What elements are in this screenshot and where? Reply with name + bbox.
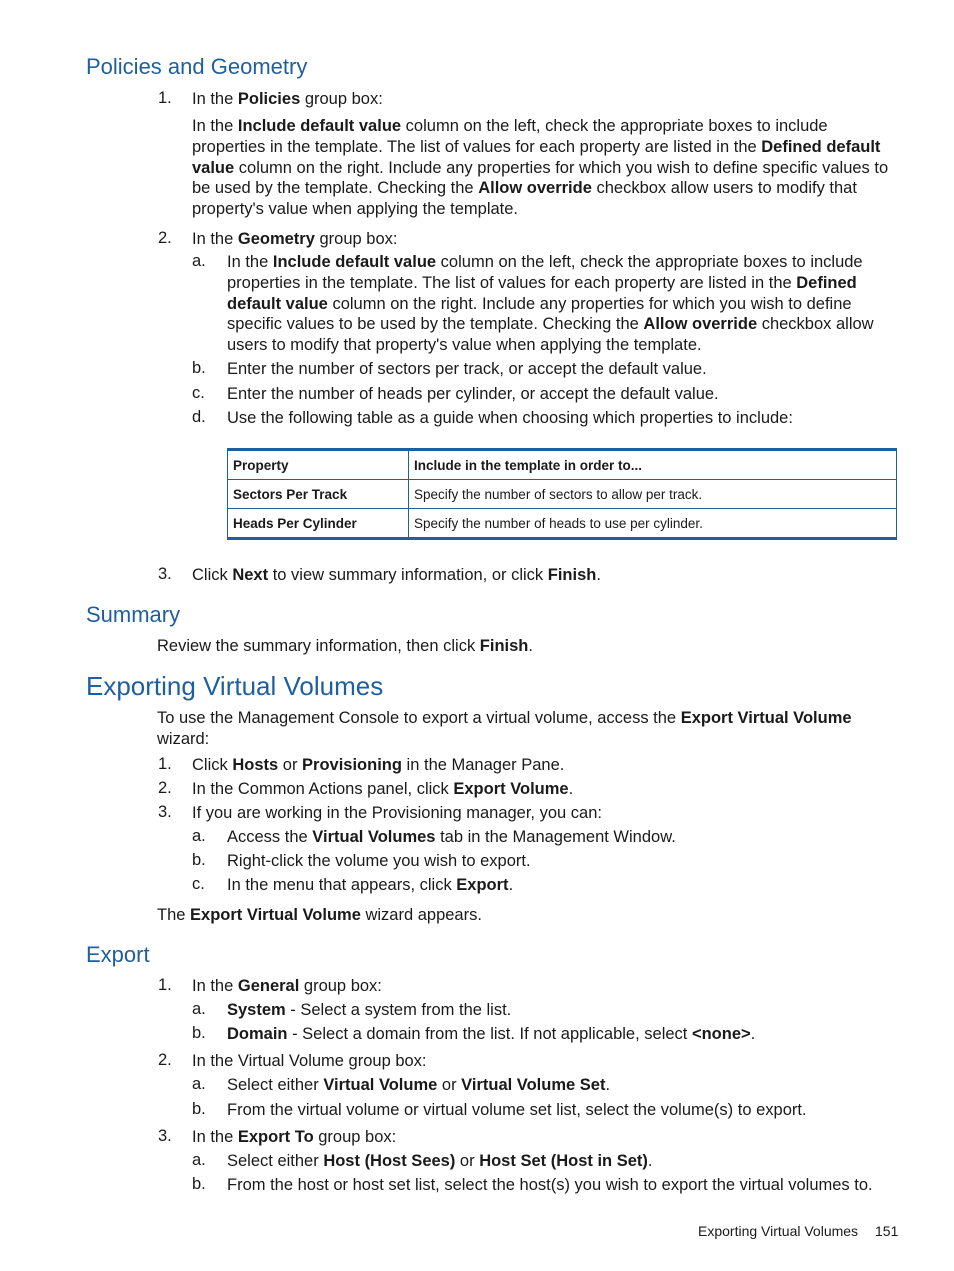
- bold-text: Allow override: [478, 179, 592, 198]
- list-number: 3.: [158, 803, 172, 821]
- list-letter: b.: [192, 1175, 206, 1193]
- text: Access the: [227, 828, 313, 846]
- exporting-step2: [192, 779, 897, 800]
- bold-text: Hosts: [232, 756, 279, 774]
- export-step2: In the Virtual Volume group box:: [192, 1052, 427, 1070]
- exporting-step3c: [227, 875, 897, 896]
- list-letter: b.: [192, 359, 206, 377]
- exporting-step3: If you are working in the Provisioning manager, you can:: [192, 804, 602, 822]
- export-step3: [192, 1127, 897, 1148]
- bold-text: Domain: [227, 1025, 288, 1043]
- text: In the Common Actions panel, click: [192, 780, 454, 798]
- text: .: [568, 780, 574, 798]
- bold-text: Provisioning: [302, 756, 402, 774]
- text: group box:: [314, 230, 398, 248]
- text: To use the Management Console to export a virtual volume, access the: [157, 709, 681, 727]
- bold-text: Include default value: [272, 253, 437, 271]
- list-number: 1.: [158, 89, 172, 107]
- text: checkbox allow users to modify that property's value when applying the template.: [192, 179, 857, 219]
- text: .: [508, 876, 514, 894]
- section-heading-export: Export: [86, 942, 150, 967]
- export-step2b: From the virtual volume or virtual volume set list, select the volume(s) to export.: [227, 1101, 807, 1119]
- bold-text: Next: [232, 566, 269, 584]
- table-cell: Specify the number of sectors to allow per track.: [409, 480, 897, 509]
- export-step1b: [227, 1024, 897, 1045]
- bold-text: Host (Host Sees): [323, 1152, 456, 1170]
- export-step1: [192, 976, 897, 997]
- list-number: 2.: [158, 1051, 172, 1069]
- bold-text: General: [237, 977, 300, 995]
- list-number: 2.: [158, 779, 172, 797]
- text: to view summary information, or click: [268, 566, 548, 584]
- section-heading-policies-geometry: Policies and Geometry: [86, 54, 308, 79]
- text: In the: [227, 253, 273, 271]
- table-cell: Sectors Per Track: [228, 480, 409, 509]
- table-header-row: [228, 450, 897, 480]
- bold-text: Policies: [237, 90, 301, 108]
- list-letter: a.: [192, 1151, 206, 1169]
- text: Select either: [227, 1076, 324, 1094]
- text: group box:: [299, 977, 382, 995]
- text: column on the right. Include any properties for which you wish to define specific values to be used by the template. Checking the: [192, 158, 889, 198]
- list-number: 2.: [158, 229, 172, 247]
- list-letter: a.: [192, 827, 206, 845]
- list-letter: b.: [192, 851, 206, 869]
- pg-step1-paragraph: [192, 116, 902, 220]
- text: .: [528, 637, 533, 655]
- text: column on the left, check the appropriate boxes to include properties in the template. The list of values for each property are listed in the: [192, 117, 828, 156]
- bold-text: Export To: [237, 1128, 314, 1146]
- list-number: 1.: [158, 976, 172, 994]
- bold-text: <none>: [691, 1025, 751, 1043]
- text: The: [157, 906, 191, 924]
- list-letter: b.: [192, 1100, 206, 1118]
- list-number: 1.: [158, 755, 172, 773]
- text: .: [605, 1076, 611, 1094]
- export-step3b: From the host or host set list, select the host(s) you wish to export the virtual volumes to.: [227, 1176, 873, 1194]
- export-step1a: [227, 1000, 897, 1021]
- text: In the: [192, 117, 238, 135]
- text: group box:: [300, 90, 383, 108]
- pg-step2: [192, 229, 897, 250]
- export-step2a: [227, 1075, 897, 1096]
- bold-text: Include default value: [237, 117, 402, 135]
- table-cell: Specify the number of heads to use per cylinder.: [409, 509, 897, 539]
- exporting-step3a: [227, 827, 897, 848]
- bold-text: Virtual Volumes: [312, 828, 436, 846]
- bold-text: Virtual Volume: [323, 1076, 438, 1094]
- text: Click: [192, 756, 233, 774]
- pg-step2c: Enter the number of heads per cylinder, or accept the default value.: [227, 385, 719, 403]
- bold-text: Export: [456, 876, 509, 894]
- bold-text: Export Virtual Volume: [680, 709, 852, 727]
- summary-paragraph: [157, 636, 897, 657]
- exporting-outro: [157, 905, 897, 926]
- list-number: 3.: [158, 1127, 172, 1145]
- list-letter: c.: [192, 875, 205, 893]
- pg-step2b: Enter the number of sectors per track, or accept the default value.: [227, 360, 707, 378]
- properties-table: [227, 448, 897, 540]
- list-letter: a.: [192, 1000, 206, 1018]
- export-step3a: [227, 1151, 897, 1172]
- text: - Select a system from the list.: [285, 1001, 512, 1019]
- table-row: [228, 509, 897, 539]
- text: In the: [192, 1128, 238, 1146]
- exporting-step1: [192, 755, 897, 776]
- text: tab in the Management Window.: [435, 828, 676, 846]
- table-row: [228, 480, 897, 509]
- text: checkbox allow users to modify that property's value when applying the template.: [227, 315, 874, 355]
- bold-text: Allow override: [643, 315, 758, 334]
- bold-text: Export Volume: [453, 780, 569, 798]
- text: .: [596, 566, 601, 584]
- text: or: [278, 756, 303, 774]
- text: .: [750, 1025, 756, 1043]
- section-heading-exporting: Exporting Virtual Volumes: [86, 671, 384, 701]
- text: column on the left, check the appropriate boxes to include properties in the template. The list of values for each property are listed in the: [227, 253, 863, 292]
- page-number: 151: [875, 1223, 899, 1239]
- text: wizard:: [157, 729, 210, 748]
- text: Select either: [227, 1152, 324, 1170]
- pg-step2a: [227, 252, 897, 356]
- bold-text: Virtual Volume Set: [461, 1076, 606, 1094]
- text: In the menu that appears, click: [227, 876, 457, 894]
- text: column on the right. Include any properties for which you wish to define specific values to be used by the template. Checking the: [227, 294, 852, 334]
- text: or: [437, 1076, 462, 1094]
- bold-text: Export Virtual Volume: [190, 906, 361, 924]
- list-number: 3.: [158, 565, 172, 583]
- list-letter: a.: [192, 1075, 206, 1093]
- text: - Select a domain from the list. If not applicable, select: [287, 1025, 692, 1043]
- list-letter: d.: [192, 408, 206, 426]
- text: In the: [192, 90, 238, 108]
- text: In the: [192, 230, 238, 248]
- text: In the: [192, 977, 238, 995]
- text: wizard appears.: [360, 906, 482, 924]
- table-cell: Heads Per Cylinder: [228, 509, 409, 539]
- pg-step1: [192, 89, 897, 110]
- list-letter: c.: [192, 384, 205, 402]
- table-header-cell: Property: [228, 450, 409, 480]
- bold-text: Defined default value: [192, 137, 881, 177]
- text: Review the summary information, then click: [157, 637, 480, 655]
- bold-text: Finish: [479, 637, 529, 655]
- text: .: [647, 1152, 653, 1170]
- bold-text: Defined default value: [227, 273, 857, 313]
- bold-text: Finish: [547, 566, 597, 584]
- pg-step2d: Use the following table as a guide when choosing which properties to include:: [227, 409, 793, 427]
- list-letter: b.: [192, 1024, 206, 1042]
- text: Click: [192, 566, 233, 584]
- table-header-cell: Include in the template in order to...: [409, 450, 897, 480]
- bold-text: System: [227, 1001, 286, 1019]
- list-letter: a.: [192, 252, 206, 270]
- exporting-step3b: Right-click the volume you wish to export.: [227, 852, 531, 870]
- pg-step3: [192, 565, 897, 586]
- text: or: [455, 1152, 480, 1170]
- bold-text: Host Set (Host in Set): [479, 1152, 648, 1170]
- text: in the Manager Pane.: [401, 756, 565, 774]
- bold-text: Geometry: [237, 230, 315, 248]
- text: group box:: [313, 1128, 397, 1146]
- footer-title: Exporting Virtual Volumes: [698, 1223, 859, 1239]
- section-heading-summary: Summary: [86, 602, 181, 627]
- exporting-intro: [157, 708, 897, 750]
